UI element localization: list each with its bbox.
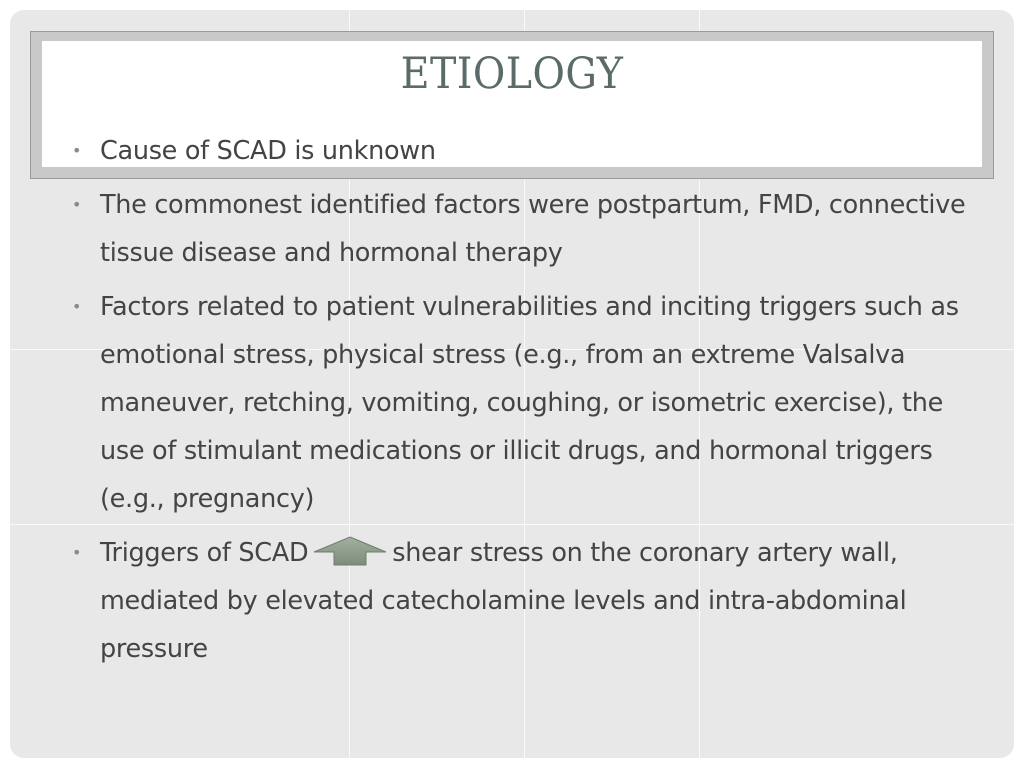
bullet-item — [72, 529, 972, 673]
bullet-dot: • — [72, 297, 82, 316]
bullet-text: Factors related to patient vulnerabilities and inciting triggers such as emotional stress, physical stress (e.g., from an extreme Valsalva maneuver, retching, vomiting, coughing, or isometric exercise), the use of stimulant medications or illicit drugs, and hormonal triggers (e.g., pregnancy) — [100, 292, 959, 514]
bullet-text-before-arrow: Triggers of SCAD — [100, 538, 309, 568]
bullet-text: Cause of SCAD is unknown — [100, 136, 436, 166]
bullet-dot: • — [72, 141, 82, 160]
bullet-item — [72, 283, 972, 523]
bullet-text-after-arrow: shear stress on the coronary artery wall, mediated by elevated catecholamine levels and intra-abdominal pressure — [100, 538, 907, 664]
bullet-item — [72, 181, 972, 277]
bullet-dot: • — [72, 543, 82, 562]
up-arrow-shape — [312, 535, 388, 567]
up-arrow-icon — [312, 535, 388, 567]
bullet-item — [72, 127, 972, 175]
slide-title: ETIOLOGY — [400, 49, 624, 99]
bullet-text: The commonest identified factors were postpartum, FMD, connective tissue disease and hormonal therapy — [100, 190, 966, 268]
bullet-list — [72, 127, 972, 679]
bullet-dot: • — [72, 195, 82, 214]
slide — [10, 10, 1014, 758]
